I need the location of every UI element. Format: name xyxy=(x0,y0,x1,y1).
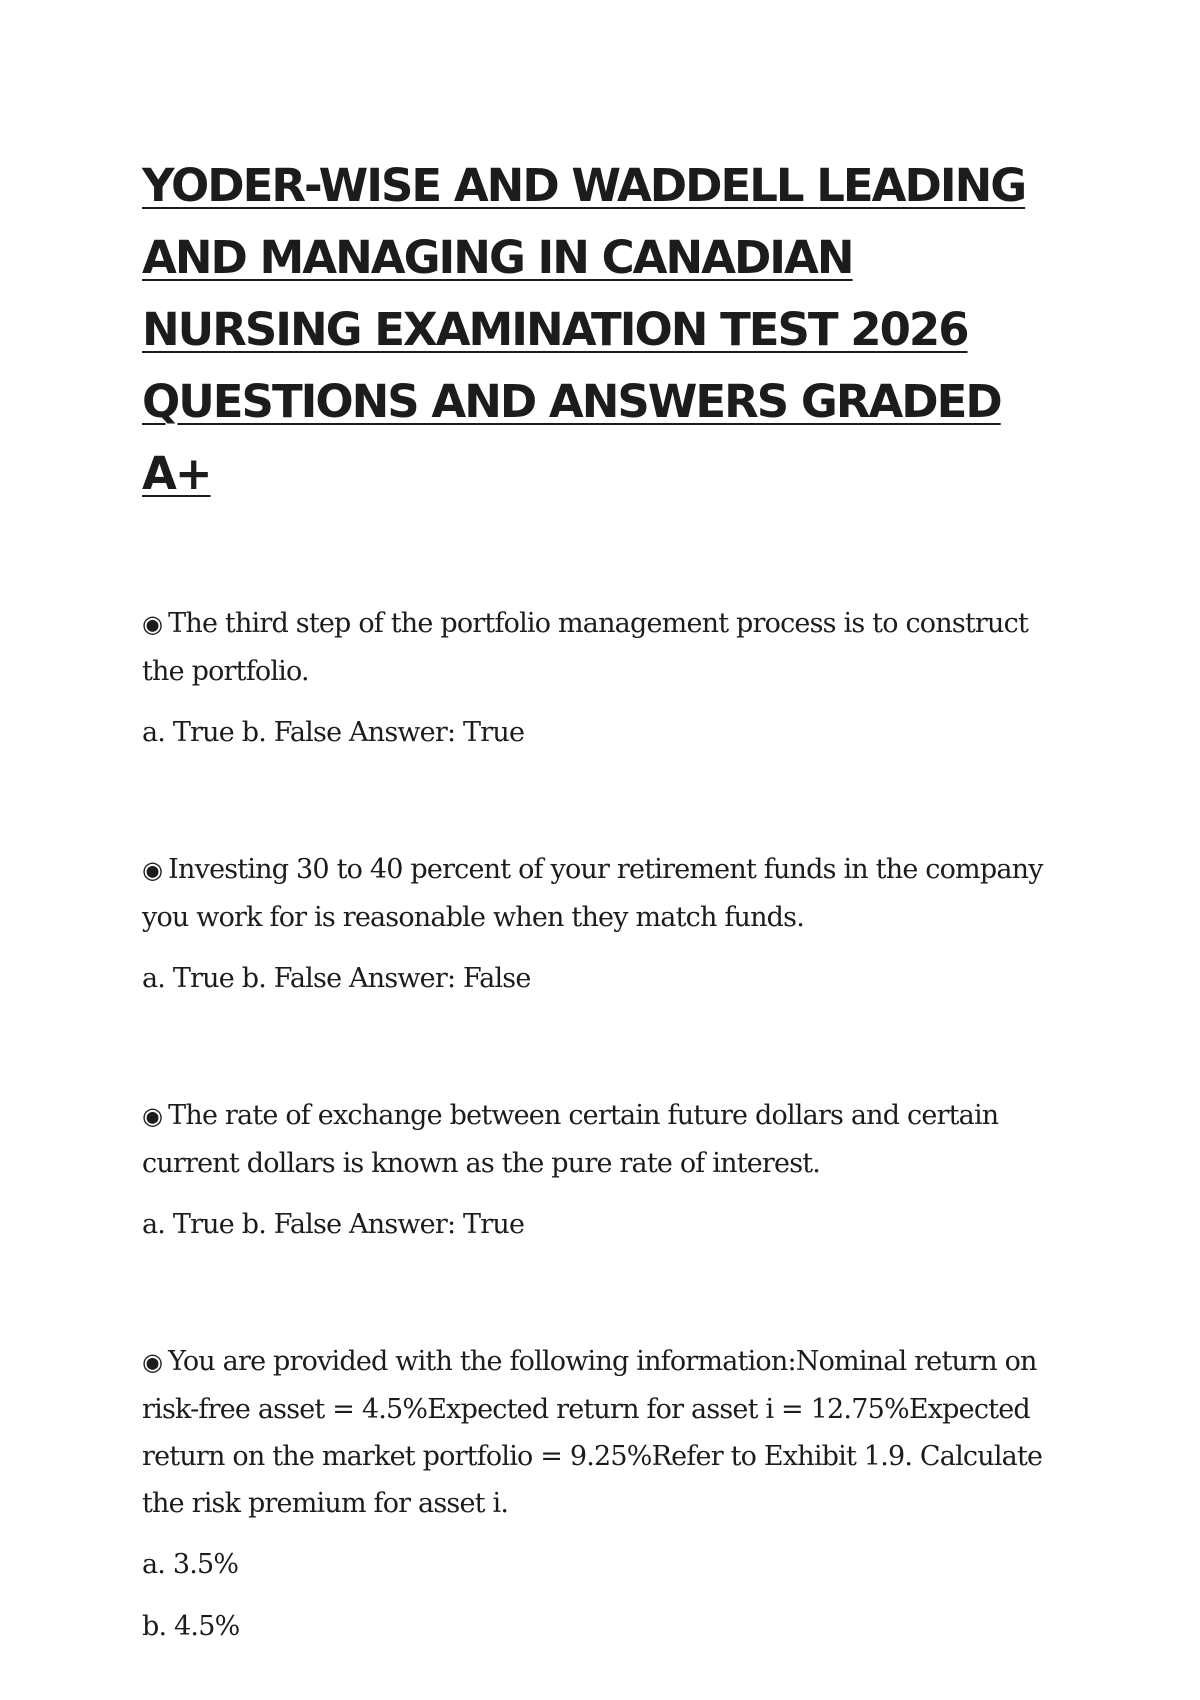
question-item xyxy=(142,1338,1072,1650)
answer-options: a. True b. False Answer: False xyxy=(142,963,531,994)
answer-options: a. True b. False Answer: True xyxy=(142,1209,525,1240)
question-text: You are provided with the following information:Nominal return on risk-free asset = 4.5%Expected return for asset i = 12.75%Expected return on the market portfolio = 9.25%Refer to Exhibit 1.9. Calculate the risk premium for asset i. xyxy=(142,1346,1043,1519)
question-item xyxy=(142,846,1072,1002)
document-title: YODER-WISE AND WADDELL LEADING AND MANAGING IN CANADIAN NURSING EXAMINATION TEST 2026 QUESTIONS AND ANSWERS GRADED A+ xyxy=(142,159,1026,500)
question-stem xyxy=(142,600,1072,695)
question-stem xyxy=(142,846,1072,941)
answer-option-b: b. 4.5% xyxy=(142,1611,240,1642)
question-text: The third step of the portfolio management process is to construct the portfolio. xyxy=(142,608,1028,687)
radio-bullet-icon: ◉ xyxy=(142,1102,163,1130)
question-item xyxy=(142,600,1072,756)
question-item xyxy=(142,1092,1072,1248)
question-list xyxy=(142,600,1072,1650)
document-page xyxy=(142,150,1072,1650)
question-text: Investing 30 to 40 percent of your retirement funds in the company you work for is reasonable when they match funds. xyxy=(142,854,1043,933)
radio-bullet-icon: ◉ xyxy=(142,610,163,638)
answer-options: a. True b. False Answer: True xyxy=(142,717,525,748)
answer-option-a: a. 3.5% xyxy=(142,1549,239,1580)
question-stem xyxy=(142,1092,1072,1187)
radio-bullet-icon: ◉ xyxy=(142,856,163,884)
question-text: The rate of exchange between certain future dollars and certain current dollars is known as the pure rate of interest. xyxy=(142,1100,999,1179)
radio-bullet-icon: ◉ xyxy=(142,1348,163,1376)
question-stem xyxy=(142,1338,1072,1527)
